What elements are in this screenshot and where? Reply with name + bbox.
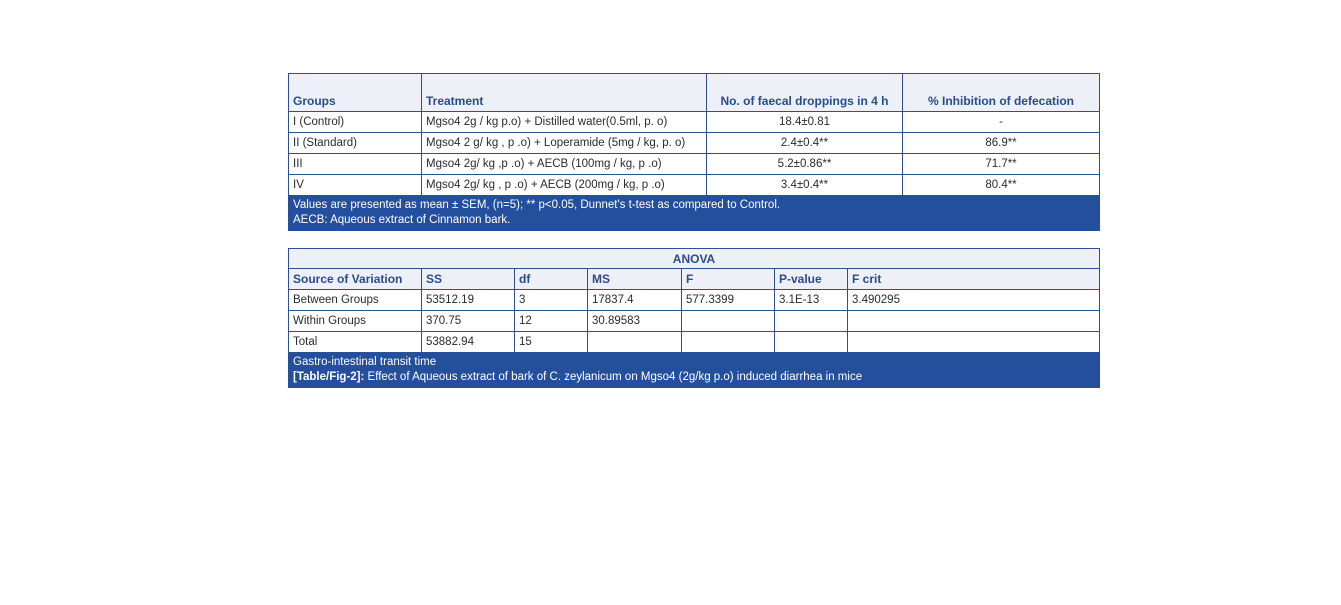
header-p-value: P-value: [775, 269, 848, 290]
cell-df: 15: [515, 332, 588, 353]
table-row: [289, 112, 1100, 133]
anova-title: ANOVA: [289, 249, 1100, 269]
cell-f-crit: [848, 332, 1100, 353]
footnote-line-1: Gastro-intestinal transit time: [293, 356, 437, 368]
header-source: Source of Variation: [289, 269, 422, 290]
cell-inhibition: 80.4**: [903, 175, 1100, 196]
cell-group: III: [289, 154, 422, 175]
header-f-crit: F crit: [848, 269, 1100, 290]
table-footnote-row: [289, 353, 1100, 388]
cell-ms: 30.89583: [588, 311, 682, 332]
cell-p-value: [775, 332, 848, 353]
cell-droppings: 5.2±0.86**: [707, 154, 903, 175]
cell-f: 577.3399: [682, 290, 775, 311]
cell-df: 3: [515, 290, 588, 311]
header-f: F: [682, 269, 775, 290]
caption-label: [Table/Fig-2]:: [293, 371, 365, 383]
cell-f-crit: 3.490295: [848, 290, 1100, 311]
table-row: [289, 290, 1100, 311]
cell-group: I (Control): [289, 112, 422, 133]
table-footnote-row: [289, 196, 1100, 231]
cell-droppings: 2.4±0.4**: [707, 133, 903, 154]
cell-inhibition: 86.9**: [903, 133, 1100, 154]
table-footnote: [289, 353, 1100, 388]
header-groups: Groups: [289, 74, 422, 112]
figure-caption: [293, 370, 1099, 385]
cell-ss: 53882.94: [422, 332, 515, 353]
header-faecal-droppings: No. of faecal droppings in 4 h: [707, 74, 903, 112]
anova-title-row: [289, 249, 1100, 269]
header-ms: MS: [588, 269, 682, 290]
header-inhibition: % Inhibition of defecation: [903, 74, 1100, 112]
cell-f-crit: [848, 311, 1100, 332]
header-ss: SS: [422, 269, 515, 290]
footnote-line-2: AECB: Aqueous extract of Cinnamon bark.: [293, 214, 511, 226]
cell-df: 12: [515, 311, 588, 332]
cell-f: [682, 311, 775, 332]
cell-source: Total: [289, 332, 422, 353]
cell-group: IV: [289, 175, 422, 196]
table-header-row: [289, 269, 1100, 290]
caption-text: Effect of Aqueous extract of bark of C. zeylanicum on Mgso4 (2g/kg p.o) induced diarrhea in mice: [364, 371, 863, 383]
cell-source: Within Groups: [289, 311, 422, 332]
cell-treatment: Mgso4 2g / kg p.o) + Distilled water(0.5ml, p. o): [422, 112, 707, 133]
cell-p-value: 3.1E-13: [775, 290, 848, 311]
cell-ss: 370.75: [422, 311, 515, 332]
header-df: df: [515, 269, 588, 290]
table-row: [289, 133, 1100, 154]
anova-table: [288, 248, 1100, 388]
cell-droppings: 18.4±0.81: [707, 112, 903, 133]
cell-group: II (Standard): [289, 133, 422, 154]
cell-p-value: [775, 311, 848, 332]
table-row: [289, 175, 1100, 196]
table-row: [289, 332, 1100, 353]
header-treatment: Treatment: [422, 74, 707, 112]
cell-inhibition: -: [903, 112, 1100, 133]
treatment-table: [288, 73, 1100, 231]
table-row: [289, 154, 1100, 175]
cell-treatment: Mgso4 2g/ kg ,p .o) + AECB (100mg / kg, p .o): [422, 154, 707, 175]
cell-ms: 17837.4: [588, 290, 682, 311]
cell-treatment: Mgso4 2 g/ kg , p .o) + Loperamide (5mg / kg, p. o): [422, 133, 707, 154]
footnote-line-1: Values are presented as mean ± SEM, (n=5); ** p<0.05, Dunnet's t-test as compared to Control.: [293, 199, 781, 211]
cell-f: [682, 332, 775, 353]
cell-inhibition: 71.7**: [903, 154, 1100, 175]
cell-ms: [588, 332, 682, 353]
table-footnote: [289, 196, 1100, 231]
cell-ss: 53512.19: [422, 290, 515, 311]
table-row: [289, 311, 1100, 332]
cell-treatment: Mgso4 2g/ kg , p .o) + AECB (200mg / kg, p .o): [422, 175, 707, 196]
cell-source: Between Groups: [289, 290, 422, 311]
cell-droppings: 3.4±0.4**: [707, 175, 903, 196]
table-header-row: [289, 74, 1100, 112]
